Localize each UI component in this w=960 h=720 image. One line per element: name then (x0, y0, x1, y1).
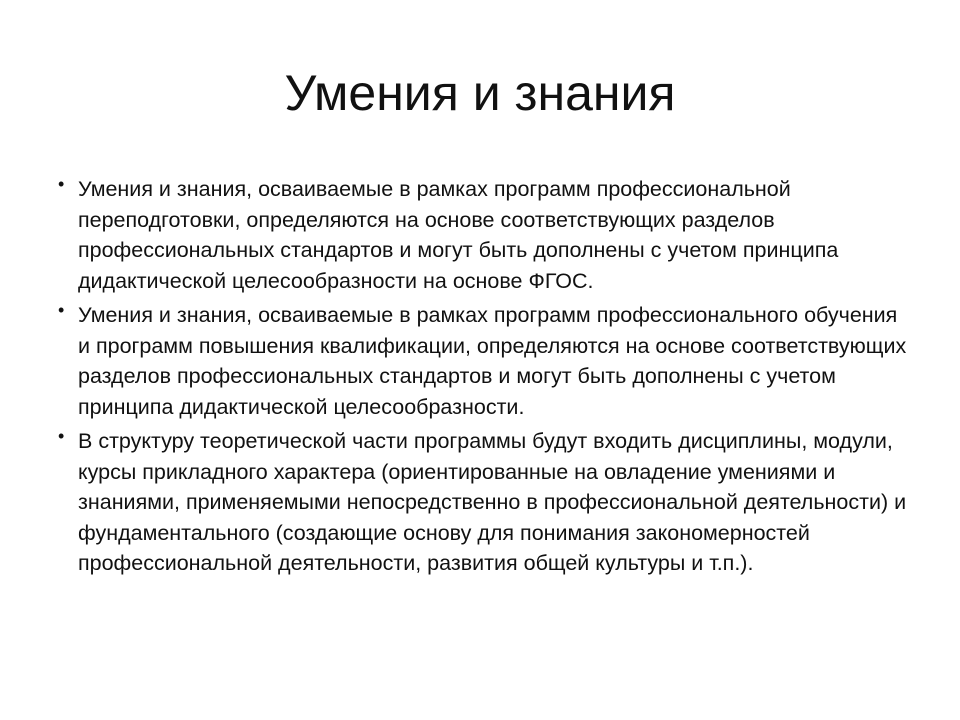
bullet-list (58, 174, 908, 583)
bullet-dot-icon: • (58, 300, 65, 320)
bullet-text-3: В структуру теоретической части программы будут входить дисциплины, модули, курсы прикладного характера (ориентированные на овладение умениями и знаниями, применяемыми непосредственно в профессиональной деятельности) и фундаментального (создающие основу для понимания закономерностей профессиональной деятельности, развития общей культуры и т.п.). (78, 429, 907, 575)
bullet-item-1 (58, 174, 908, 296)
bullet-dot-icon: • (58, 426, 65, 446)
bullet-text-2: Умения и знания, осваиваемые в рамках программ профессионального обучения и программ повышения квалификации, определяются на основе соответствующих разделов профессиональных стандартов и могут быть дополнены с учетом принципа дидактической целесообразности. (78, 303, 907, 419)
bullet-item-2 (58, 300, 908, 422)
slide-title: Умения и знания (284, 65, 676, 121)
bullet-item-3 (58, 426, 908, 579)
bullet-text-1: Умения и знания, осваиваемые в рамках программ профессиональной переподготовки, определяются на основе соответствующих разделов профессиональных стандартов и могут быть дополнены с учетом принципа дидактической целесообразности на основе ФГОС. (78, 177, 839, 293)
bullet-dot-icon: • (58, 174, 65, 194)
